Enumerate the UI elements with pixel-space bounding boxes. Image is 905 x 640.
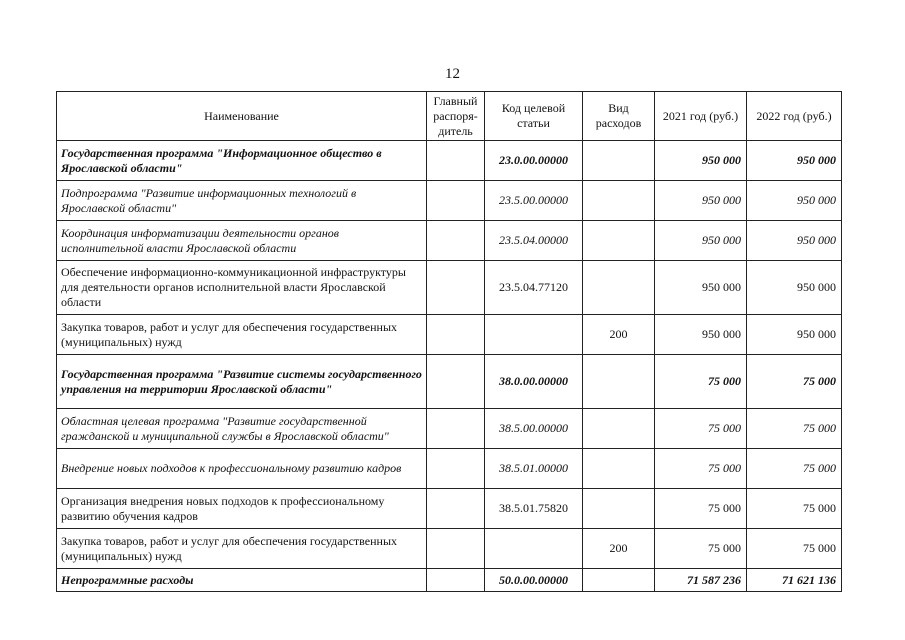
- cell-expense-type: [583, 489, 655, 529]
- cell-code: 38.0.00.00000: [485, 355, 583, 409]
- cell-manager: [427, 261, 485, 315]
- header-expense-type: Вид расходов: [583, 92, 655, 141]
- cell-name: Закупка товаров, работ и услуг для обеспечения государственных (муниципальных) нужд: [57, 529, 427, 569]
- cell-2022: 71 621 136: [747, 569, 842, 592]
- cell-name: Организация внедрения новых подходов к профессиональному развитию обучения кадров: [57, 489, 427, 529]
- cell-expense-type: [583, 569, 655, 592]
- cell-2021: 950 000: [655, 221, 747, 261]
- cell-manager: [427, 141, 485, 181]
- cell-manager: [427, 181, 485, 221]
- cell-2022: 950 000: [747, 221, 842, 261]
- cell-2022: 950 000: [747, 181, 842, 221]
- cell-manager: [427, 409, 485, 449]
- cell-2021: 75 000: [655, 449, 747, 489]
- table-row: [57, 141, 842, 181]
- cell-code: 23.5.04.00000: [485, 221, 583, 261]
- cell-2021: 75 000: [655, 529, 747, 569]
- cell-code: 23.5.04.77120: [485, 261, 583, 315]
- table-row: [57, 315, 842, 355]
- cell-code: 23.5.00.00000: [485, 181, 583, 221]
- cell-manager: [427, 569, 485, 592]
- cell-2022: 75 000: [747, 409, 842, 449]
- cell-manager: [427, 449, 485, 489]
- cell-2021: 950 000: [655, 141, 747, 181]
- cell-code: [485, 315, 583, 355]
- cell-2021: 950 000: [655, 315, 747, 355]
- cell-2022: 950 000: [747, 261, 842, 315]
- cell-expense-type: 200: [583, 529, 655, 569]
- cell-expense-type: [583, 409, 655, 449]
- cell-2022: 75 000: [747, 529, 842, 569]
- table-row: [57, 449, 842, 489]
- cell-2022: 75 000: [747, 355, 842, 409]
- cell-manager: [427, 315, 485, 355]
- cell-2022: 950 000: [747, 141, 842, 181]
- cell-2022: 75 000: [747, 449, 842, 489]
- page-number: 12: [445, 66, 460, 82]
- table-row: [57, 261, 842, 315]
- cell-code: 38.5.01.75820: [485, 489, 583, 529]
- cell-name: Закупка товаров, работ и услуг для обеспечения государственных (муниципальных) нужд: [57, 315, 427, 355]
- cell-2022: 75 000: [747, 489, 842, 529]
- cell-manager: [427, 355, 485, 409]
- table-row: [57, 569, 842, 592]
- cell-expense-type: [583, 181, 655, 221]
- header-2022: 2022 год (руб.): [747, 92, 842, 141]
- cell-name: Обеспечение информационно-коммуникационной инфраструктуры для деятельности органов исполнительной власти Ярославской области: [57, 261, 427, 315]
- table-body: [57, 141, 842, 592]
- cell-2021: 75 000: [655, 489, 747, 529]
- cell-name: Государственная программа "Развитие системы государственного управления на территории Ярославской области": [57, 355, 427, 409]
- table-row: [57, 181, 842, 221]
- header-manager: Главный распоря-дитель: [427, 92, 485, 141]
- header-name: Наименование: [57, 92, 427, 141]
- header-code: Код целевой статьи: [485, 92, 583, 141]
- header-2021: 2021 год (руб.): [655, 92, 747, 141]
- table-row: [57, 221, 842, 261]
- cell-2021: 75 000: [655, 409, 747, 449]
- cell-expense-type: [583, 261, 655, 315]
- cell-expense-type: 200: [583, 315, 655, 355]
- cell-2021: 75 000: [655, 355, 747, 409]
- budget-table: [56, 91, 842, 592]
- cell-code: 23.0.00.00000: [485, 141, 583, 181]
- cell-manager: [427, 489, 485, 529]
- cell-expense-type: [583, 141, 655, 181]
- cell-name: Координация информатизации деятельности органов исполнительной власти Ярославской области: [57, 221, 427, 261]
- table-row: [57, 409, 842, 449]
- cell-name: Непрограммные расходы: [57, 569, 427, 592]
- cell-expense-type: [583, 355, 655, 409]
- table-row: [57, 489, 842, 529]
- table-row: [57, 355, 842, 409]
- cell-name: Государственная программа "Информационное общество в Ярославской области": [57, 141, 427, 181]
- cell-name: Подпрограмма "Развитие информационных технологий в Ярославской области": [57, 181, 427, 221]
- cell-code: 50.0.00.00000: [485, 569, 583, 592]
- cell-name: Внедрение новых подходов к профессиональному развитию кадров: [57, 449, 427, 489]
- cell-2022: 950 000: [747, 315, 842, 355]
- cell-expense-type: [583, 449, 655, 489]
- cell-2021: 950 000: [655, 181, 747, 221]
- cell-2021: 71 587 236: [655, 569, 747, 592]
- table-row: [57, 529, 842, 569]
- cell-name: Областная целевая программа "Развитие государственной гражданской и муниципальной службы в Ярославской области": [57, 409, 427, 449]
- cell-code: 38.5.01.00000: [485, 449, 583, 489]
- cell-2021: 950 000: [655, 261, 747, 315]
- cell-manager: [427, 529, 485, 569]
- cell-manager: [427, 221, 485, 261]
- cell-code: [485, 529, 583, 569]
- cell-expense-type: [583, 221, 655, 261]
- table-header-row: [57, 92, 842, 141]
- cell-code: 38.5.00.00000: [485, 409, 583, 449]
